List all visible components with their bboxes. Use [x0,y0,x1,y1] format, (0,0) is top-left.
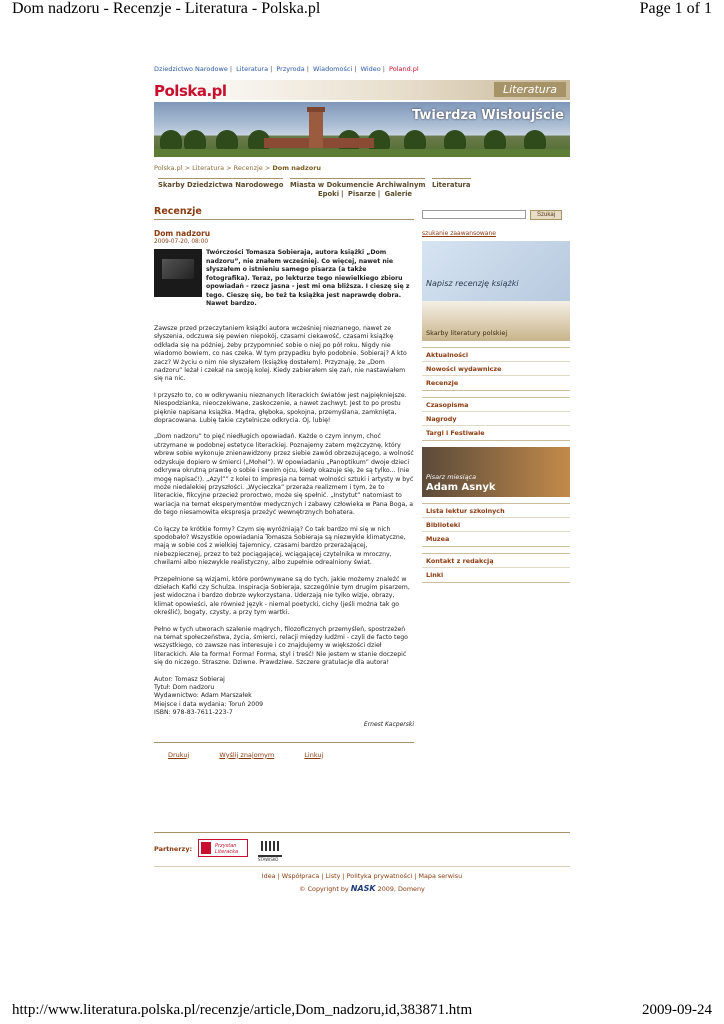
banner-photo-title: Twierdza Wisłoujście [411,108,564,123]
print-footer [0,1002,724,1024]
copyright [154,884,570,893]
meta-line: Autor: Tomasz Sobieraj [154,675,225,683]
treasures-banner[interactable] [422,301,570,341]
sidebar-menu-resources [422,503,570,547]
article-title: Dom nadzoru [154,229,211,238]
sidebar-link[interactable]: Linki [426,571,444,579]
topnav-link[interactable]: Przyroda [276,65,305,73]
search-button[interactable]: Szukaj [530,210,562,220]
copyright-text: © Copyright by [299,885,349,893]
mainnav-item-active[interactable]: Literatura [432,178,471,189]
partners-bar [154,832,570,864]
author-signature: Ernest Kacperski [363,720,414,728]
print-date: 2009-09-24 [642,1002,712,1018]
footer-link[interactable]: Polityka prywatności [346,872,413,880]
partner-logo-przystan[interactable] [198,839,248,857]
copyright-text: 2009, Domeny [377,885,425,893]
meta-line: Wydawnictwo: Adam Marszałek [154,692,252,700]
footer-link[interactable]: Mapa serwisu [418,872,463,880]
section-tag: Literatura [494,82,566,97]
sidebar-menu-news [422,347,570,391]
partner-logo-text: STAWISKO [258,857,279,862]
sidebar-link[interactable]: Biblioteki [422,518,570,532]
fortress-tower [309,110,323,148]
breadcrumb-current: Dom nadzoru [272,164,322,172]
topnav-link[interactable]: Wideo [360,65,381,73]
footer-link[interactable]: Współpraca [281,872,320,880]
writer-of-month-label: Pisarz miesiąca [426,473,477,481]
book-meta [154,676,414,718]
sidebar-link[interactable]: Muzea [426,535,450,543]
article-paragraph: Zawsze przed przeczytaniem książki autora wcześniej nieznanego, nawet ze słyszenia, odczuwa się pewien niepokój, czasami ciekawość, czasami książkę odkłada się na później, żeby przypomnieć sobie o niej po pół roku. Nigdy nie wiadomo bowiem, co nas czeka. W tym przypadku było podobnie. Sobieraj? A kto zacz? W życiu o nim nie słyszałem (książkę dostałem). Przyznaję, że „Dom nadzoru” leżał i czekał na swoją kolej. Kiedy zabierałem się zań, nie nastawiałem się na nic. [154,325,407,383]
sidebar-menu-contact [422,553,570,583]
write-review-label: Napisz recenzję książki [426,279,519,288]
sidebar-link[interactable]: Recenzje [426,379,459,387]
article-paragraph: Przepełnione są wizjami, które porównywane są do tych, jakie możemy znaleźć w dziełach Kafki czy Schulza. Inspiracja Sobieraja, szczególnie tym drugim pisarzem, jest widoczna i bardzo dobrze wykorzystana. Uderzają nie tylko wizje, obrazy, klimat opowieści, ale również język - niemal poetycki, cichy (jeśli można tak go określić), bogaty, czysty, a przy tym wartki. [154,575,410,617]
search-box [422,210,570,230]
sidebar-link[interactable]: Nagrody [422,412,570,426]
mainnav-item[interactable]: Skarby Dziedzictwa Narodowego [158,178,283,189]
partner-logo-stawisko[interactable] [258,839,282,862]
sidebar-link[interactable]: Czasopisma [422,398,570,412]
breadcrumb: Polska.pl > Literatura > Recenzje > Dom nadzoru [154,164,322,172]
breadcrumb-link[interactable]: Recenzje [233,164,263,172]
subnav-item[interactable]: Pisarze [347,190,376,198]
content-area [154,202,570,822]
topnav-link[interactable]: Literatura [236,65,269,73]
lead-text: Twórczości Tomasza Sobieraja, autora książki „Dom nadzoru”, nie znałem wcześniej. Co więcej, nawet nie słyszałem o istnieniu samego pisarza (a także fotografika). Teraz, po lekturze tego niewielkiego zbioru opowiadań - rzecz jasna - jest mi ona bliższa. I cieszę się z tego. Cieszę się, bo też ta książka jest naprawdę dobra. Nawet bardzo. [206,249,410,307]
sidebar-link[interactable]: Nowości wydawnicze [422,362,570,376]
footer-links: Idea | Współpraca | Listy | Polityka prywatności | Mapa serwisu [154,866,570,880]
article-paragraph: Co łączy te krótkie formy? Czym się wyróżniają? Co tak bardzo mi się w nich spodobało? Wszystkie opowiadania Tomasza Sobieraja są niezwykle klimatyczne, mają w sobie coś z wielkiej tajemnicy, czasami bardzo przerażającej, niebezpiecznej, przez to też pociągającej, wciągającej czytelnika w mroczny, chwilami albo niezwykle realistyczny, albo zupełnie odrealniony świat. [154,525,406,567]
meta-line: Miejsce i data wydania: Toruń 2009 [154,700,264,708]
subnav-item[interactable]: Epoki [318,190,340,198]
subnav: Epoki | Pisarze | Galerie [318,190,413,198]
partners-label: Partnerzy: [154,845,193,853]
topnav-link[interactable]: Wiadomości [313,65,353,73]
link-to-article[interactable]: Linkuj [304,750,324,759]
page-container [154,60,570,822]
article-actions [154,742,414,764]
site-logo[interactable]: Polska.pl [154,82,227,100]
nask-logo[interactable]: NASK [350,884,376,893]
sidebar-link[interactable]: Lista lektur szkolnych [422,504,570,518]
section-title: Recenzje [154,206,414,220]
sidebar-link[interactable]: Kontakt z redakcją [422,554,570,568]
print-header [0,0,724,22]
meta-line: ISBN: 978-83-7611-223-7 [154,709,233,717]
mainnav-item[interactable]: Miasta w Dokumencie Archiwalnym [290,178,425,189]
top-navigation: Dziedzictwo Narodowe | Literatura | Przyroda | Wiadomości | Wideo | Poland.pl [154,65,419,73]
grass-decor [154,149,570,157]
print-page-number: Page 1 of 1 [639,0,712,17]
footer-link[interactable]: Idea [261,872,276,880]
print-title: Dom nadzoru - Recenzje - Literatura - Polska.pl [12,0,321,17]
sidebar [422,202,570,583]
article-column [154,202,414,764]
writer-of-month-banner[interactable] [422,447,570,497]
article-paragraph: „Dom nadzoru” to pięć niedługich opowiadań. Każde o czym innym, choć utrzymane w podobnej estetyce literackiej. Poznajemy zatem mężczyznę, który wbrew sobie wykonuje znienawidzony przez siebie zawód obrzezującego, a wolność odzyskuje dopiero w śmierci („Mohel”). W opowiadaniu „Panoptikum” dwoje dzieci odkrywa okrutną prawdę o sobie i swoim ojcu, kiedy okazuje się, że są tylko... (nie mogę napisać!). „Azyl”” z kolei to impresja na temat wolności sztuki i artysty w być może niedalekiej przyszłości. „Wycieczka” przeraża realizmem i tym, że to literackie, fikcyjne przecież proroctwo, może się spełnić. „Instytut” natomiast to wariacja na temat eksperymentów medycznych i zabawy człowieka w Pana Boga, a do tego niesamowita ekspresja przeżyć wewnętrznych bohatera. [154,433,414,517]
breadcrumb-link[interactable]: Literatura [192,164,225,172]
write-review-banner[interactable] [422,241,570,301]
article-date: 2009-07-20, 08:00 [154,239,209,245]
meta-line: Tytuł: Dom nadzoru [154,684,215,692]
partner-logo-text: Przystan Literacka [215,843,239,855]
treasures-label: Skarby literatury polskiej [426,329,508,337]
article-paragraph: Pełno w tych utworach szalenie mądrych, filozoficznych przemyśleń, spostrzeżeń na temat społeczeństwa, życia, śmierci, relacji między ludźmi - czyli de facto tego wszystkiego, co zawsze nas interesuje i co znajdujemy w większości dzieł literackich. Ale ta forma! Forma! Forma, styl i treść! Nie jestem w stanie doczepić się do niczego. Straszne. Dziwne. Prawdziwe. Szczere gratulacje dla autora! [154,625,408,667]
main-navigation [154,178,570,202]
send-to-friend-link[interactable]: Wyślij znajomym [219,750,275,759]
topnav-link[interactable]: Dziedzictwo Narodowe [154,65,228,73]
sidebar-menu-press [422,397,570,441]
sidebar-link[interactable]: Aktualności [422,348,570,362]
article-paragraph: I przyszło to, co w odkrywaniu nieznanych literackich światów jest najpiękniejsze. Niespodzianka, nieoczekiwane, zaskoczenie, a nawet zachwyt. Jest to po prostu pięknie napisana książka. Mądra, głęboka, spokojna, przemyślana, zamknięta, dopracowana. Lubię takie czytelnicze odkrycia. Oj, lubię! [154,391,407,425]
footer-link[interactable]: Listy [325,872,341,880]
sidebar-link[interactable]: Targi i Festiwale [426,429,485,437]
print-url: http://www.literatura.polska.pl/recenzje/article,Dom_nadzoru,id,383871.htm [12,1002,473,1018]
search-input[interactable] [422,210,526,219]
topnav-link[interactable]: Poland.pl [389,65,419,73]
writer-of-month-name: Adam Asnyk [426,482,496,493]
print-link[interactable]: Drukuj [168,750,190,759]
book-cover-image [154,249,202,297]
banner-photo [154,102,570,157]
subnav-item[interactable]: Galerie [384,190,413,198]
advanced-search-link[interactable]: szukanie zaawansowane [422,230,496,237]
article-lead [154,249,414,317]
banner [154,80,570,158]
breadcrumb-link[interactable]: Polska.pl [154,164,183,172]
